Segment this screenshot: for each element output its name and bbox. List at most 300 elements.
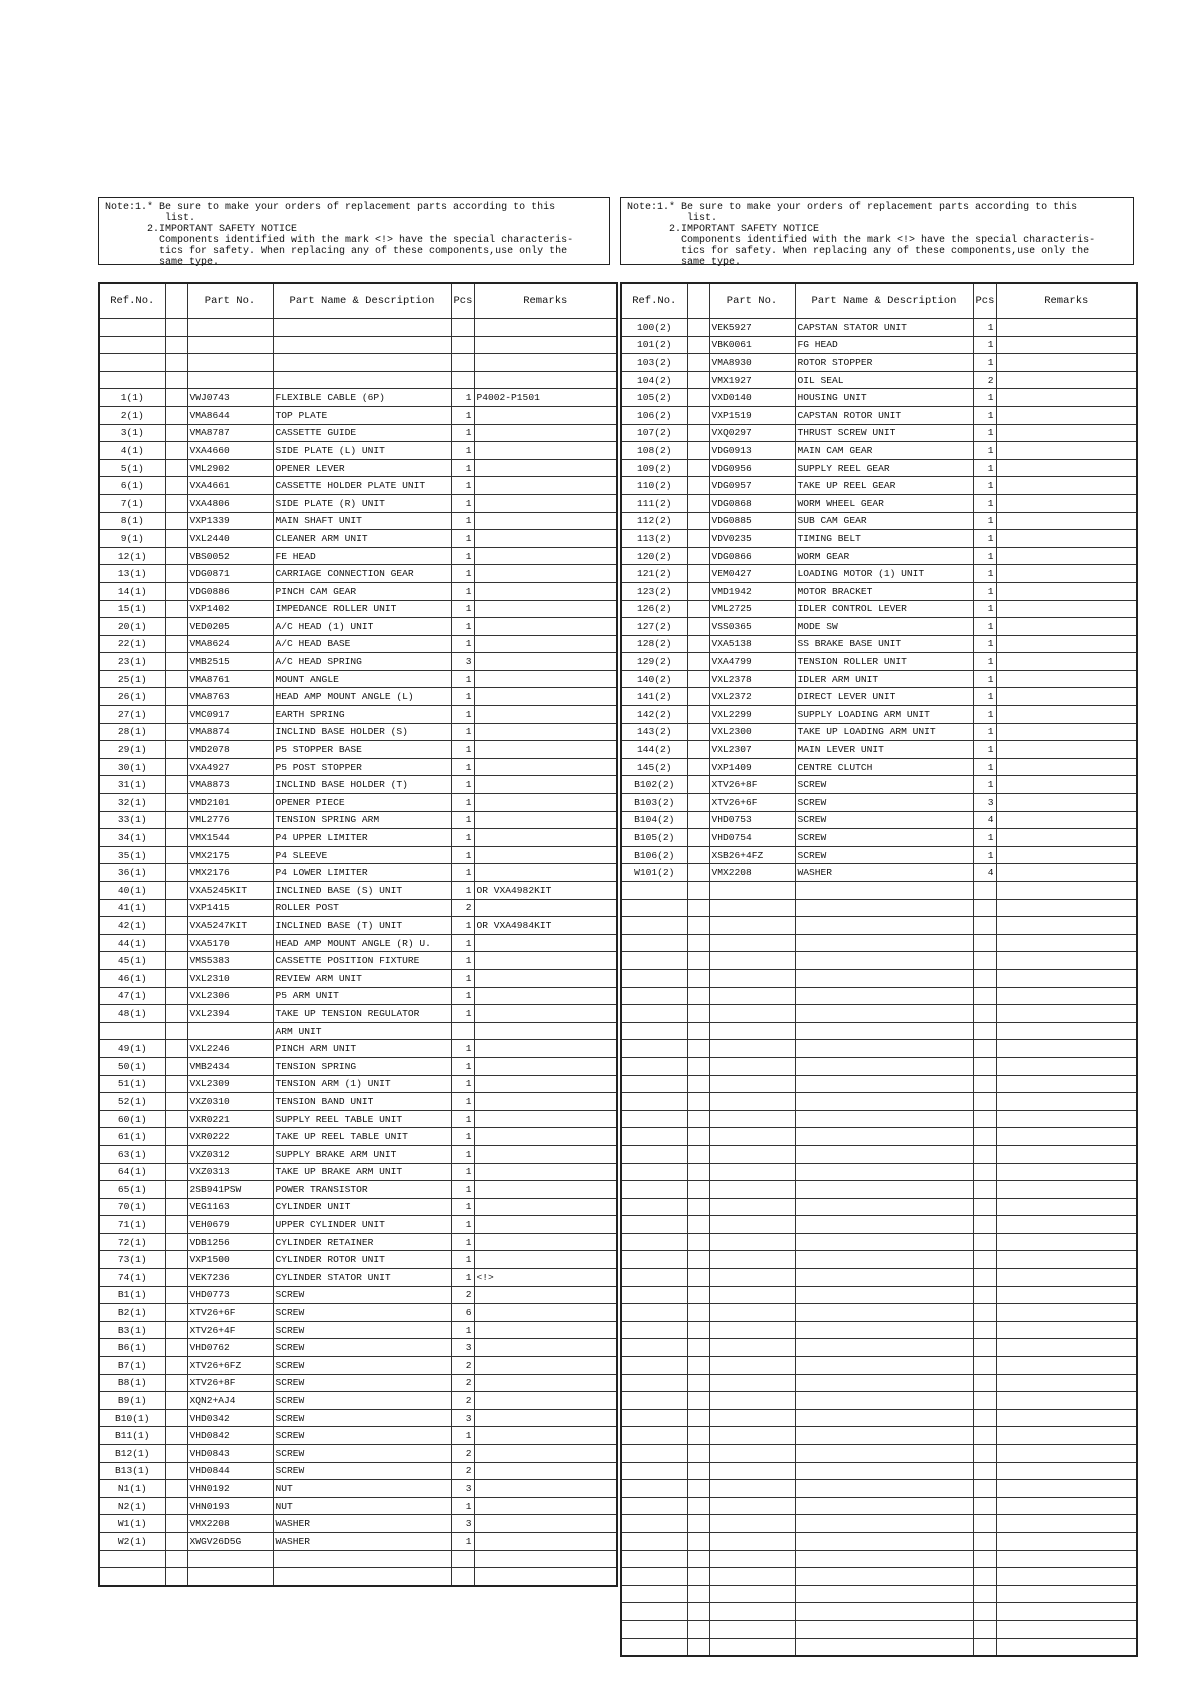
cell-description: MAIN LEVER UNIT bbox=[795, 741, 973, 759]
table-row bbox=[99, 618, 617, 636]
table-row bbox=[99, 1233, 617, 1251]
cell-remarks bbox=[474, 512, 617, 530]
cell-remarks bbox=[474, 1445, 617, 1463]
cell-pcs: 3 bbox=[451, 1515, 474, 1533]
cell-description bbox=[795, 1040, 973, 1058]
table-row bbox=[621, 1163, 1137, 1181]
cell-part-no bbox=[709, 1040, 795, 1058]
cell-description: INCLINED BASE (T) UNIT bbox=[273, 917, 451, 935]
cell-blank bbox=[165, 1216, 187, 1234]
cell-ref-no bbox=[621, 1374, 687, 1392]
cell-pcs bbox=[973, 1445, 996, 1463]
cell-part-no: VXL2299 bbox=[709, 706, 795, 724]
cell-ref-no: 74(1) bbox=[99, 1269, 165, 1287]
cell-remarks bbox=[474, 1392, 617, 1410]
cell-description bbox=[795, 1304, 973, 1322]
cell-ref-no: 1(1) bbox=[99, 389, 165, 407]
table-row bbox=[99, 829, 617, 847]
cell-ref-no: 40(1) bbox=[99, 882, 165, 900]
cell-remarks bbox=[474, 600, 617, 618]
cell-pcs: 1 bbox=[973, 354, 996, 372]
cell-blank bbox=[687, 741, 709, 759]
cell-blank bbox=[165, 969, 187, 987]
cell-remarks bbox=[474, 1163, 617, 1181]
cell-part-no bbox=[187, 1550, 273, 1568]
cell-ref-no bbox=[621, 1075, 687, 1093]
cell-remarks bbox=[474, 1128, 617, 1146]
cell-remarks bbox=[474, 1198, 617, 1216]
cell-remarks bbox=[996, 565, 1137, 583]
cell-description: TENSION ROLLER UNIT bbox=[795, 653, 973, 671]
cell-description bbox=[795, 1638, 973, 1656]
cell-remarks bbox=[474, 1022, 617, 1040]
table-row bbox=[99, 582, 617, 600]
table-row bbox=[621, 1585, 1137, 1603]
cell-description bbox=[795, 952, 973, 970]
cell-pcs bbox=[451, 354, 474, 372]
cell-remarks bbox=[996, 741, 1137, 759]
table-row bbox=[99, 319, 617, 337]
cell-description: TENSION BAND UNIT bbox=[273, 1093, 451, 1111]
cell-ref-no: 144(2) bbox=[621, 741, 687, 759]
cell-part-no: VXL2246 bbox=[187, 1040, 273, 1058]
cell-description: SCREW bbox=[795, 776, 973, 794]
cell-description bbox=[795, 1286, 973, 1304]
cell-blank bbox=[687, 653, 709, 671]
cell-remarks bbox=[996, 1286, 1137, 1304]
cell-part-no: VMX2208 bbox=[187, 1515, 273, 1533]
cell-blank bbox=[687, 899, 709, 917]
table-row bbox=[99, 1445, 617, 1463]
table-header bbox=[621, 283, 1137, 319]
table-row bbox=[621, 530, 1137, 548]
cell-blank bbox=[165, 741, 187, 759]
cell-part-no bbox=[709, 1145, 795, 1163]
cell-blank bbox=[687, 1585, 709, 1603]
table-row bbox=[621, 1462, 1137, 1480]
cell-part-no bbox=[709, 1339, 795, 1357]
table-row bbox=[99, 1216, 617, 1234]
cell-blank bbox=[687, 618, 709, 636]
cell-ref-no: 9(1) bbox=[99, 530, 165, 548]
cell-pcs: 1 bbox=[451, 389, 474, 407]
cell-ref-no bbox=[621, 969, 687, 987]
table-row bbox=[99, 688, 617, 706]
cell-description: CAPSTAN ROTOR UNIT bbox=[795, 406, 973, 424]
cell-part-no: XWGV26D5G bbox=[187, 1532, 273, 1550]
cell-ref-no: 73(1) bbox=[99, 1251, 165, 1269]
cell-pcs: 1 bbox=[973, 670, 996, 688]
cell-part-no: VMA8761 bbox=[187, 670, 273, 688]
cell-pcs: 2 bbox=[451, 1445, 474, 1463]
cell-description: OPENER PIECE bbox=[273, 794, 451, 812]
cell-ref-no bbox=[621, 952, 687, 970]
cell-part-no bbox=[709, 1392, 795, 1410]
parts-table-left bbox=[98, 282, 618, 1587]
cell-remarks bbox=[474, 723, 617, 741]
cell-part-no bbox=[709, 1585, 795, 1603]
cell-blank bbox=[165, 987, 187, 1005]
cell-blank bbox=[165, 1550, 187, 1568]
table-row bbox=[99, 653, 617, 671]
cell-remarks bbox=[996, 1409, 1137, 1427]
cell-blank bbox=[165, 811, 187, 829]
cell-blank bbox=[165, 1181, 187, 1199]
cell-pcs bbox=[973, 1233, 996, 1251]
cell-part-no: VXL2310 bbox=[187, 969, 273, 987]
cell-remarks bbox=[474, 1357, 617, 1375]
cell-blank bbox=[165, 1163, 187, 1181]
table-row bbox=[99, 459, 617, 477]
cell-ref-no: B13(1) bbox=[99, 1462, 165, 1480]
cell-description bbox=[795, 1550, 973, 1568]
cell-part-no: VXZ0312 bbox=[187, 1145, 273, 1163]
cell-ref-no bbox=[621, 1585, 687, 1603]
cell-description: TAKE UP LOADING ARM UNIT bbox=[795, 723, 973, 741]
cell-blank bbox=[687, 635, 709, 653]
cell-remarks bbox=[474, 1321, 617, 1339]
table-row bbox=[99, 600, 617, 618]
cell-blank bbox=[165, 653, 187, 671]
cell-remarks bbox=[474, 319, 617, 337]
cell-ref-no: 107(2) bbox=[621, 424, 687, 442]
cell-blank bbox=[165, 389, 187, 407]
cell-ref-no bbox=[621, 1181, 687, 1199]
cell-blank bbox=[165, 1462, 187, 1480]
cell-ref-no bbox=[621, 1216, 687, 1234]
cell-remarks bbox=[474, 1005, 617, 1023]
cell-remarks bbox=[996, 1251, 1137, 1269]
cell-description: FLEXIBLE CABLE (6P) bbox=[273, 389, 451, 407]
cell-part-no: VDG0868 bbox=[709, 494, 795, 512]
cell-blank bbox=[687, 1216, 709, 1234]
cell-part-no: VXL2306 bbox=[187, 987, 273, 1005]
table-row bbox=[621, 547, 1137, 565]
cell-part-no bbox=[709, 1233, 795, 1251]
cell-blank bbox=[687, 494, 709, 512]
cell-pcs: 1 bbox=[451, 618, 474, 636]
cell-ref-no: B7(1) bbox=[99, 1357, 165, 1375]
cell-ref-no bbox=[621, 1357, 687, 1375]
cell-ref-no: B6(1) bbox=[99, 1339, 165, 1357]
cell-blank bbox=[687, 1233, 709, 1251]
cell-blank bbox=[165, 406, 187, 424]
table-row bbox=[99, 1075, 617, 1093]
cell-remarks bbox=[996, 635, 1137, 653]
cell-remarks bbox=[996, 389, 1137, 407]
cell-ref-no: 13(1) bbox=[99, 565, 165, 583]
table-row bbox=[99, 371, 617, 389]
cell-part-no bbox=[709, 1251, 795, 1269]
cell-remarks bbox=[996, 1163, 1137, 1181]
cell-remarks bbox=[474, 758, 617, 776]
table-row bbox=[99, 987, 617, 1005]
cell-part-no: VHD0754 bbox=[709, 829, 795, 847]
cell-ref-no bbox=[621, 1040, 687, 1058]
cell-part-no bbox=[709, 1603, 795, 1621]
table-row bbox=[99, 547, 617, 565]
cell-blank bbox=[165, 758, 187, 776]
cell-pcs: 1 bbox=[451, 952, 474, 970]
table-row bbox=[99, 706, 617, 724]
cell-part-no: VDV0235 bbox=[709, 530, 795, 548]
cell-pcs: 1 bbox=[973, 565, 996, 583]
cell-remarks bbox=[996, 846, 1137, 864]
cell-ref-no: 105(2) bbox=[621, 389, 687, 407]
cell-remarks bbox=[996, 1093, 1137, 1111]
cell-ref-no: 36(1) bbox=[99, 864, 165, 882]
cell-description: TENSION ARM (1) UNIT bbox=[273, 1075, 451, 1093]
cell-description bbox=[795, 987, 973, 1005]
cell-description: MAIN SHAFT UNIT bbox=[273, 512, 451, 530]
cell-part-no: VXA4799 bbox=[709, 653, 795, 671]
table-row bbox=[621, 600, 1137, 618]
cell-remarks bbox=[996, 424, 1137, 442]
cell-part-no: VDG0913 bbox=[709, 442, 795, 460]
cell-part-no: VMA8930 bbox=[709, 354, 795, 372]
cell-remarks bbox=[474, 1251, 617, 1269]
cell-description: SCREW bbox=[273, 1445, 451, 1463]
cell-blank bbox=[165, 846, 187, 864]
table-row bbox=[621, 406, 1137, 424]
cell-pcs bbox=[973, 1005, 996, 1023]
cell-description: TAKE UP TENSION REGULATOR bbox=[273, 1005, 451, 1023]
cell-ref-no bbox=[621, 1163, 687, 1181]
table-row bbox=[621, 899, 1137, 917]
cell-blank bbox=[165, 618, 187, 636]
cell-description: IMPEDANCE ROLLER UNIT bbox=[273, 600, 451, 618]
cell-pcs: 3 bbox=[451, 1409, 474, 1427]
cell-part-no bbox=[709, 1497, 795, 1515]
cell-pcs: 1 bbox=[973, 723, 996, 741]
cell-part-no: VMD1942 bbox=[709, 582, 795, 600]
cell-remarks bbox=[474, 706, 617, 724]
cell-pcs: 2 bbox=[451, 1286, 474, 1304]
cell-blank bbox=[687, 582, 709, 600]
cell-blank bbox=[165, 1339, 187, 1357]
table-row bbox=[621, 1392, 1137, 1410]
cell-part-no: VWJ0743 bbox=[187, 389, 273, 407]
cell-description: INCLIND BASE HOLDER (T) bbox=[273, 776, 451, 794]
cell-part-no: XTV26+8F bbox=[187, 1374, 273, 1392]
cell-blank bbox=[165, 1321, 187, 1339]
cell-remarks bbox=[474, 1040, 617, 1058]
parts-table-right bbox=[620, 282, 1138, 1657]
cell-part-no: VBS0052 bbox=[187, 547, 273, 565]
cell-ref-no bbox=[621, 1128, 687, 1146]
cell-description: MODE SW bbox=[795, 618, 973, 636]
cell-blank bbox=[687, 1392, 709, 1410]
cell-ref-no: 72(1) bbox=[99, 1233, 165, 1251]
cell-pcs: 1 bbox=[973, 706, 996, 724]
cell-description: UPPER CYLINDER UNIT bbox=[273, 1216, 451, 1234]
cell-blank bbox=[687, 1251, 709, 1269]
cell-pcs bbox=[973, 1374, 996, 1392]
cell-ref-no: 20(1) bbox=[99, 618, 165, 636]
cell-pcs: 1 bbox=[451, 1497, 474, 1515]
cell-part-no bbox=[709, 1462, 795, 1480]
cell-remarks bbox=[996, 477, 1137, 495]
table-row bbox=[99, 1040, 617, 1058]
cell-ref-no: 60(1) bbox=[99, 1110, 165, 1128]
cell-remarks bbox=[996, 442, 1137, 460]
cell-ref-no bbox=[99, 336, 165, 354]
cell-ref-no: 23(1) bbox=[99, 653, 165, 671]
table-row bbox=[621, 1532, 1137, 1550]
cell-pcs: 1 bbox=[451, 1040, 474, 1058]
cell-description: ROLLER POST bbox=[273, 899, 451, 917]
cell-remarks bbox=[474, 1515, 617, 1533]
cell-remarks bbox=[996, 1603, 1137, 1621]
cell-remarks bbox=[996, 917, 1137, 935]
cell-pcs bbox=[973, 1480, 996, 1498]
cell-part-no bbox=[709, 1022, 795, 1040]
cell-blank bbox=[687, 864, 709, 882]
col-blank bbox=[687, 283, 709, 319]
table-row bbox=[99, 1497, 617, 1515]
cell-pcs: 1 bbox=[451, 1075, 474, 1093]
cell-pcs bbox=[973, 952, 996, 970]
cell-part-no: VXP1519 bbox=[709, 406, 795, 424]
cell-ref-no bbox=[621, 917, 687, 935]
cell-remarks bbox=[996, 1462, 1137, 1480]
cell-ref-no: B8(1) bbox=[99, 1374, 165, 1392]
cell-remarks bbox=[474, 565, 617, 583]
cell-blank bbox=[165, 1057, 187, 1075]
cell-blank bbox=[165, 582, 187, 600]
cell-pcs: 1 bbox=[451, 741, 474, 759]
cell-ref-no: 143(2) bbox=[621, 723, 687, 741]
cell-ref-no: 49(1) bbox=[99, 1040, 165, 1058]
cell-ref-no: 145(2) bbox=[621, 758, 687, 776]
cell-part-no: VMS5383 bbox=[187, 952, 273, 970]
cell-part-no bbox=[187, 336, 273, 354]
cell-remarks bbox=[474, 952, 617, 970]
cell-part-no: VMA8644 bbox=[187, 406, 273, 424]
cell-part-no: XTV26+8F bbox=[709, 776, 795, 794]
table-row bbox=[99, 794, 617, 812]
table-row bbox=[621, 1022, 1137, 1040]
cell-blank bbox=[687, 1427, 709, 1445]
cell-description bbox=[795, 899, 973, 917]
cell-description: FG HEAD bbox=[795, 336, 973, 354]
cell-remarks bbox=[474, 547, 617, 565]
cell-blank bbox=[165, 706, 187, 724]
cell-remarks bbox=[996, 547, 1137, 565]
cell-part-no bbox=[709, 1357, 795, 1375]
cell-remarks bbox=[996, 319, 1137, 337]
cell-pcs: 2 bbox=[451, 1392, 474, 1410]
cell-blank bbox=[687, 1620, 709, 1638]
cell-pcs bbox=[973, 1269, 996, 1287]
cell-description: WASHER bbox=[273, 1532, 451, 1550]
cell-blank bbox=[687, 846, 709, 864]
cell-pcs: 1 bbox=[973, 459, 996, 477]
cell-part-no: VED0205 bbox=[187, 618, 273, 636]
cell-blank bbox=[165, 1040, 187, 1058]
cell-pcs: 4 bbox=[973, 811, 996, 829]
cell-ref-no: B105(2) bbox=[621, 829, 687, 847]
cell-ref-no bbox=[621, 1480, 687, 1498]
cell-ref-no bbox=[621, 1427, 687, 1445]
table-row bbox=[621, 1339, 1137, 1357]
cell-part-no bbox=[187, 319, 273, 337]
cell-pcs bbox=[973, 1093, 996, 1111]
cell-remarks bbox=[474, 618, 617, 636]
table-row bbox=[621, 1603, 1137, 1621]
cell-blank bbox=[687, 1603, 709, 1621]
cell-pcs: 1 bbox=[973, 618, 996, 636]
cell-ref-no: 109(2) bbox=[621, 459, 687, 477]
cell-remarks bbox=[474, 1497, 617, 1515]
cell-part-no bbox=[187, 354, 273, 372]
cell-remarks bbox=[996, 969, 1137, 987]
cell-part-no: VDG0871 bbox=[187, 565, 273, 583]
cell-ref-no: 27(1) bbox=[99, 706, 165, 724]
cell-pcs bbox=[973, 1515, 996, 1533]
cell-pcs bbox=[973, 1304, 996, 1322]
table-row bbox=[99, 1532, 617, 1550]
cell-blank bbox=[165, 1568, 187, 1586]
cell-part-no bbox=[709, 1110, 795, 1128]
cell-remarks bbox=[996, 600, 1137, 618]
cell-pcs bbox=[973, 917, 996, 935]
table-row bbox=[99, 1374, 617, 1392]
table-row bbox=[621, 1040, 1137, 1058]
cell-pcs: 1 bbox=[451, 776, 474, 794]
cell-part-no: VXL2307 bbox=[709, 741, 795, 759]
cell-blank bbox=[165, 1128, 187, 1146]
cell-ref-no: 34(1) bbox=[99, 829, 165, 847]
table-row bbox=[621, 1233, 1137, 1251]
cell-pcs: 1 bbox=[451, 723, 474, 741]
cell-blank bbox=[687, 917, 709, 935]
table-row bbox=[99, 1181, 617, 1199]
cell-ref-no: 44(1) bbox=[99, 934, 165, 952]
cell-description bbox=[795, 969, 973, 987]
cell-ref-no: N1(1) bbox=[99, 1480, 165, 1498]
cell-ref-no bbox=[621, 882, 687, 900]
table-row bbox=[99, 1057, 617, 1075]
cell-pcs: 1 bbox=[451, 934, 474, 952]
cell-ref-no bbox=[621, 1638, 687, 1656]
cell-part-no: VDG0886 bbox=[187, 582, 273, 600]
cell-ref-no bbox=[621, 1515, 687, 1533]
cell-description: OIL SEAL bbox=[795, 371, 973, 389]
cell-ref-no bbox=[621, 1145, 687, 1163]
cell-remarks bbox=[474, 354, 617, 372]
cell-description: P4 SLEEVE bbox=[273, 846, 451, 864]
cell-ref-no bbox=[621, 1497, 687, 1515]
cell-ref-no bbox=[621, 1321, 687, 1339]
cell-description: SUB CAM GEAR bbox=[795, 512, 973, 530]
cell-part-no bbox=[709, 1057, 795, 1075]
cell-ref-no: 63(1) bbox=[99, 1145, 165, 1163]
cell-part-no: VDB1256 bbox=[187, 1233, 273, 1251]
cell-remarks bbox=[996, 582, 1137, 600]
cell-pcs: 1 bbox=[451, 1216, 474, 1234]
table-row bbox=[99, 1110, 617, 1128]
cell-description: CENTRE CLUTCH bbox=[795, 758, 973, 776]
cell-remarks bbox=[474, 794, 617, 812]
cell-ref-no: 4(1) bbox=[99, 442, 165, 460]
cell-ref-no: N2(1) bbox=[99, 1497, 165, 1515]
table-row bbox=[621, 371, 1137, 389]
cell-part-no: VXA5138 bbox=[709, 635, 795, 653]
cell-part-no: VEK5927 bbox=[709, 319, 795, 337]
cell-part-no bbox=[709, 1638, 795, 1656]
cell-blank bbox=[687, 811, 709, 829]
